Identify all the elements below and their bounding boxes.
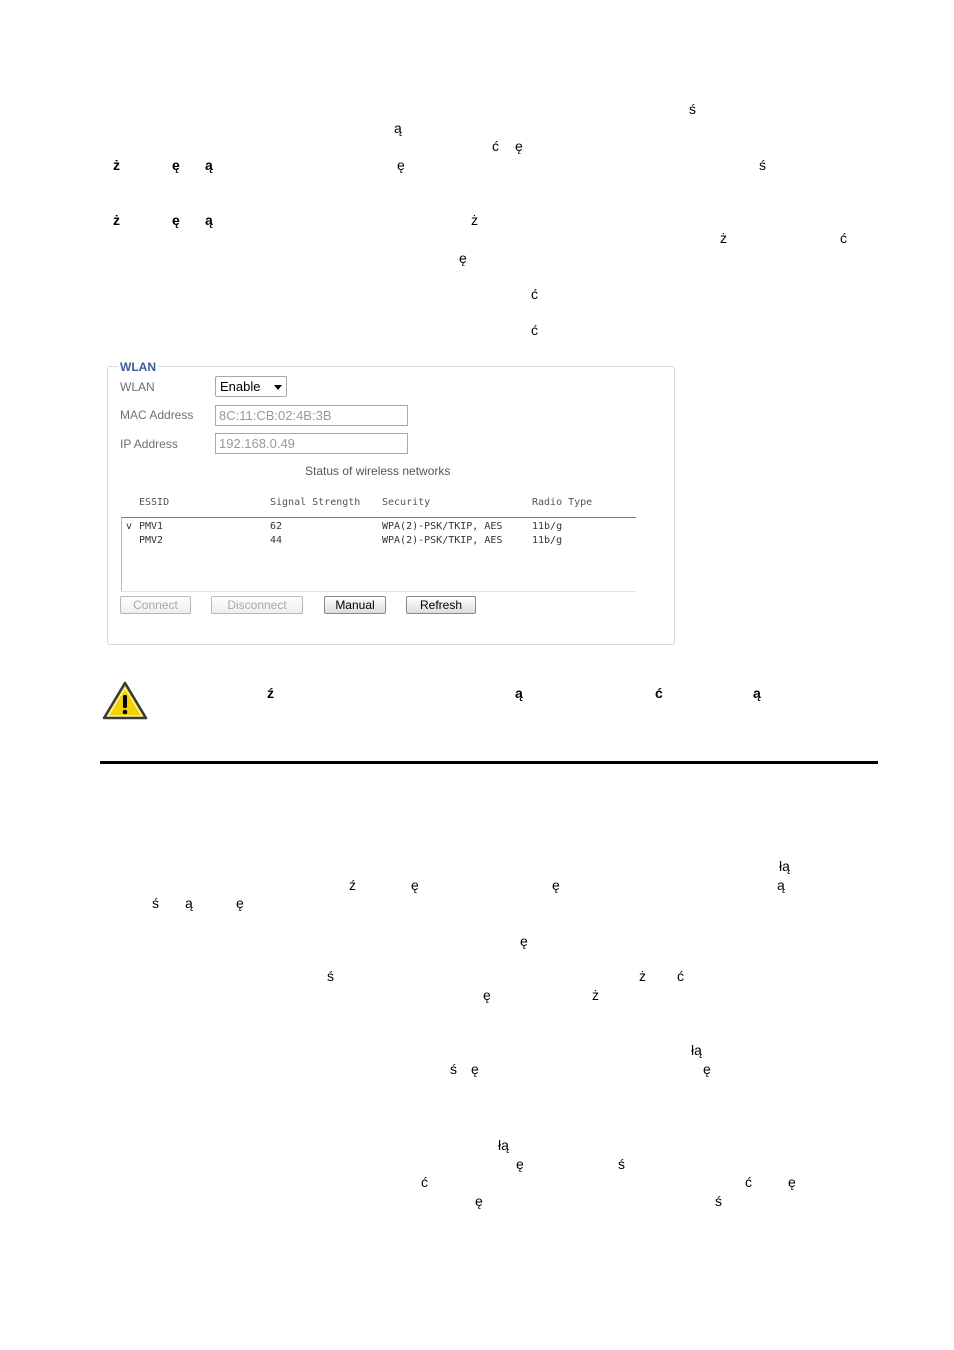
ip-address-field[interactable]: 192.168.0.49 xyxy=(215,433,408,454)
mac-address-label: MAC Address xyxy=(120,408,194,422)
text-fragment: ś xyxy=(152,895,159,911)
text-fragment: ą xyxy=(185,895,193,911)
text-fragment: ż xyxy=(471,212,478,228)
text-fragment: ś xyxy=(618,1156,625,1172)
text-fragment: ę xyxy=(515,138,523,154)
text-fragment: ą xyxy=(205,157,213,173)
text-fragment: ć xyxy=(677,968,684,984)
text-fragment: ę xyxy=(459,250,467,266)
text-fragment: łą xyxy=(779,858,790,874)
text-fragment: łą xyxy=(498,1137,509,1153)
wlan-select-value: Enable xyxy=(220,379,261,394)
text-fragment: ą xyxy=(777,877,785,893)
wlan-panel-title: WLAN xyxy=(120,360,156,374)
text-fragment: ą xyxy=(394,120,402,136)
text-fragment: ć xyxy=(840,230,847,246)
text-fragment: ć xyxy=(421,1174,428,1190)
text-fragment: ę xyxy=(411,877,419,893)
text-fragment: ę xyxy=(552,877,560,893)
text-fragment: ż xyxy=(720,230,727,246)
network-security: WPA(2)-PSK/TKIP, AES xyxy=(382,535,503,546)
text-fragment: ź xyxy=(349,877,356,893)
text-fragment: ę xyxy=(397,157,405,173)
network-security: WPA(2)-PSK/TKIP, AES xyxy=(382,521,503,532)
ip-address-label: IP Address xyxy=(120,437,178,451)
text-fragment: ę xyxy=(236,895,244,911)
text-fragment: ś xyxy=(327,968,334,984)
wlan-enable-select[interactable] xyxy=(215,376,287,397)
chevron-down-icon xyxy=(274,385,282,390)
column-header-signal: Signal Strength xyxy=(270,497,361,508)
wireless-status-title: Status of wireless networks xyxy=(305,464,451,478)
network-radio-type: 11b/g xyxy=(532,521,563,532)
text-fragment: ę xyxy=(703,1061,711,1077)
text-fragment: ż xyxy=(113,157,120,173)
column-header-essid: ESSID xyxy=(139,497,170,508)
text-fragment: ą xyxy=(515,685,523,701)
network-essid[interactable]: PMV1 xyxy=(139,521,164,532)
text-fragment: ą xyxy=(205,212,213,228)
text-fragment: ę xyxy=(788,1174,796,1190)
text-fragment: ź xyxy=(267,685,274,701)
column-header-security: Security xyxy=(382,497,431,508)
section-divider xyxy=(100,761,878,764)
network-signal: 62 xyxy=(270,521,283,532)
text-fragment: ć xyxy=(531,286,538,302)
text-fragment: ś xyxy=(759,157,766,173)
manual-button[interactable]: Manual xyxy=(324,596,386,614)
text-fragment: ż xyxy=(113,212,120,228)
column-header-radio-type: Radio Type xyxy=(532,497,593,508)
text-fragment: ś xyxy=(715,1193,722,1209)
refresh-button[interactable]: Refresh xyxy=(406,596,476,614)
connect-button[interactable]: Connect xyxy=(120,596,191,614)
text-fragment: ć xyxy=(655,685,663,701)
network-signal: 44 xyxy=(270,535,283,546)
network-essid[interactable]: PMV2 xyxy=(139,535,164,546)
text-fragment: ę xyxy=(172,157,180,173)
text-fragment: ć xyxy=(531,322,538,338)
network-selected-mark: v xyxy=(126,521,133,532)
text-fragment: ę xyxy=(471,1061,479,1077)
mac-address-field[interactable]: 8C:11:CB:02:4B:3B xyxy=(215,405,408,426)
text-fragment: ą xyxy=(753,685,761,701)
disconnect-button[interactable]: Disconnect xyxy=(211,596,303,614)
network-radio-type: 11b/g xyxy=(532,535,563,546)
text-fragment: ę xyxy=(172,212,180,228)
text-fragment: ć xyxy=(745,1174,752,1190)
text-fragment: ż xyxy=(639,968,646,984)
text-fragment: ę xyxy=(483,987,491,1003)
warning-triangle-icon xyxy=(102,681,148,721)
text-fragment: ę xyxy=(520,933,528,949)
text-fragment: ś xyxy=(689,101,696,117)
text-fragment: ę xyxy=(516,1156,524,1172)
text-fragment: łą xyxy=(691,1042,702,1058)
text-fragment: ć xyxy=(492,138,499,154)
text-fragment: ś xyxy=(450,1061,457,1077)
wlan-label: WLAN xyxy=(120,380,155,394)
text-fragment: ż xyxy=(592,987,599,1003)
text-fragment: ę xyxy=(475,1193,483,1209)
